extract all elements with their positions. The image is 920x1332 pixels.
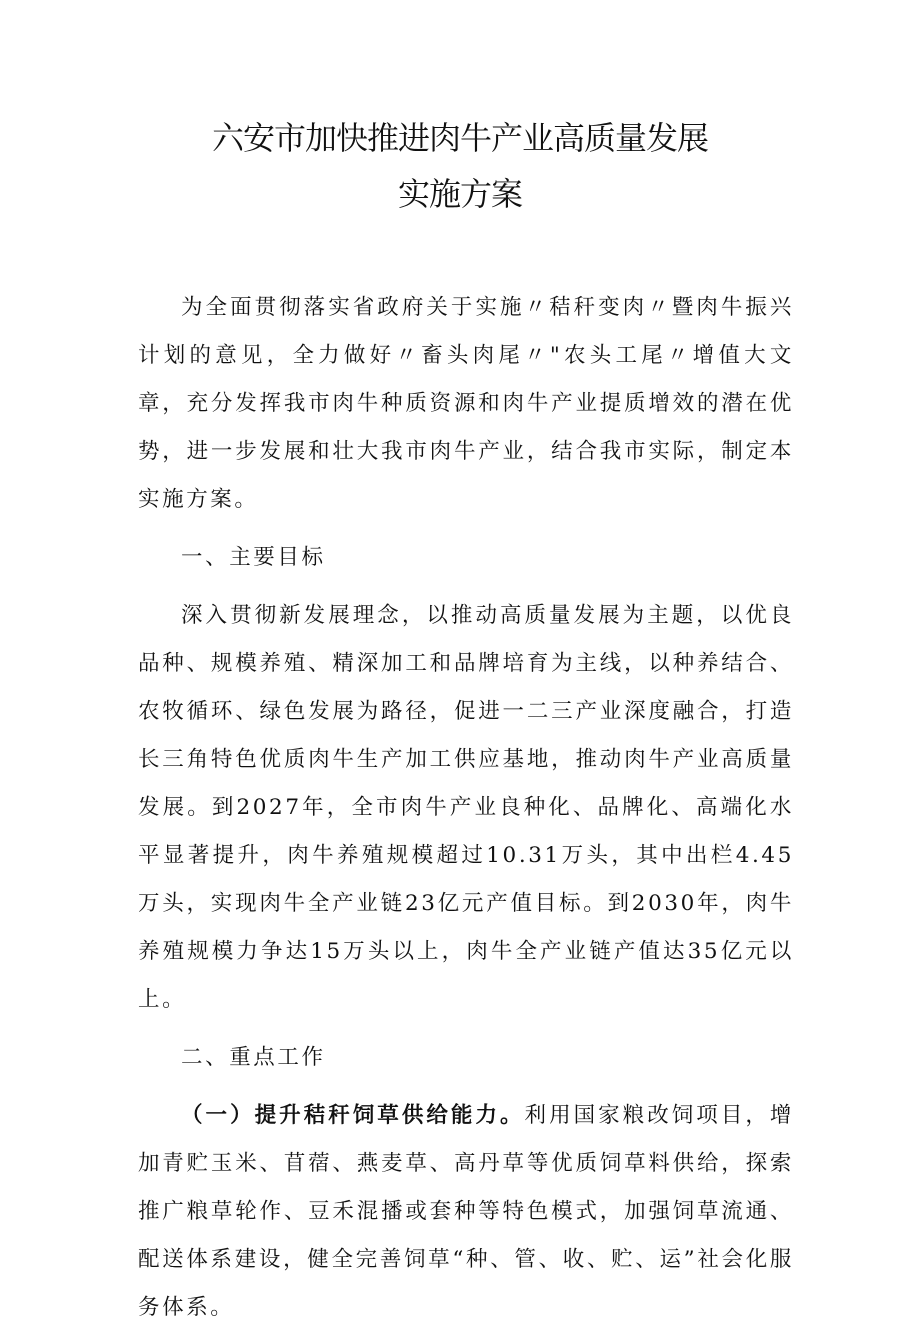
key-work-item-1-body: 利用国家粮改饲项目，增加青贮玉米、苜蓿、燕麦草、高丹草等优质饲草料供给，探索推广粮草轮作、豆禾混播或套种等特色模式，加强饲草流通、配送体系建设，健全完善饲草“种、管、收、贮、运”社会化服务体系。 (138, 1103, 795, 1320)
intro-paragraph: 为全面贯彻落实省政府关于实施〃秸秆变肉〃暨肉牛振兴计划的意见，全力做好〃畜头肉尾〃"农头工尾〃增值大文章，充分发挥我市肉牛种质资源和肉牛产业提质增效的潜在优势，进一步发展和壮大我市肉牛产业，结合我市实际，制定本实施方案。 (138, 295, 794, 512)
section-heading-main-goals: 一、主要目标 (181, 545, 326, 570)
key-work-item-1-lead: （一）提升秸秆饲草供给能力。 (181, 1103, 525, 1128)
main-goals-paragraph: 深入贯彻新发展理念，以推动高质量发展为主题，以优良品种、规模养殖、精深加工和品牌培育为主线，以种养结合、农牧循环、绿色发展为路径，促进一二三产业深度融合，打造长三角特色优质肉牛生产加工供应基地，推动肉牛产业高质量发展。到2027年，全市肉牛产业良种化、品牌化、高端化水平显著提升，肉牛养殖规模超过10.31万头，其中出栏4.45万头，实现肉牛全产业链23亿元产值目标。到2030年，肉牛养殖规模力争达15万头以上，肉牛全产业链产值达35亿元以上。 (138, 603, 794, 1012)
document-body (138, 284, 794, 1332)
document-title-line-1: 六安市加快推进肉牛产业高质量发展 (211, 119, 708, 157)
section-heading-key-work: 二、重点工作 (181, 1045, 326, 1070)
document-title-line-2: 实施方案 (397, 175, 522, 213)
key-work-item-1 (138, 1092, 794, 1332)
